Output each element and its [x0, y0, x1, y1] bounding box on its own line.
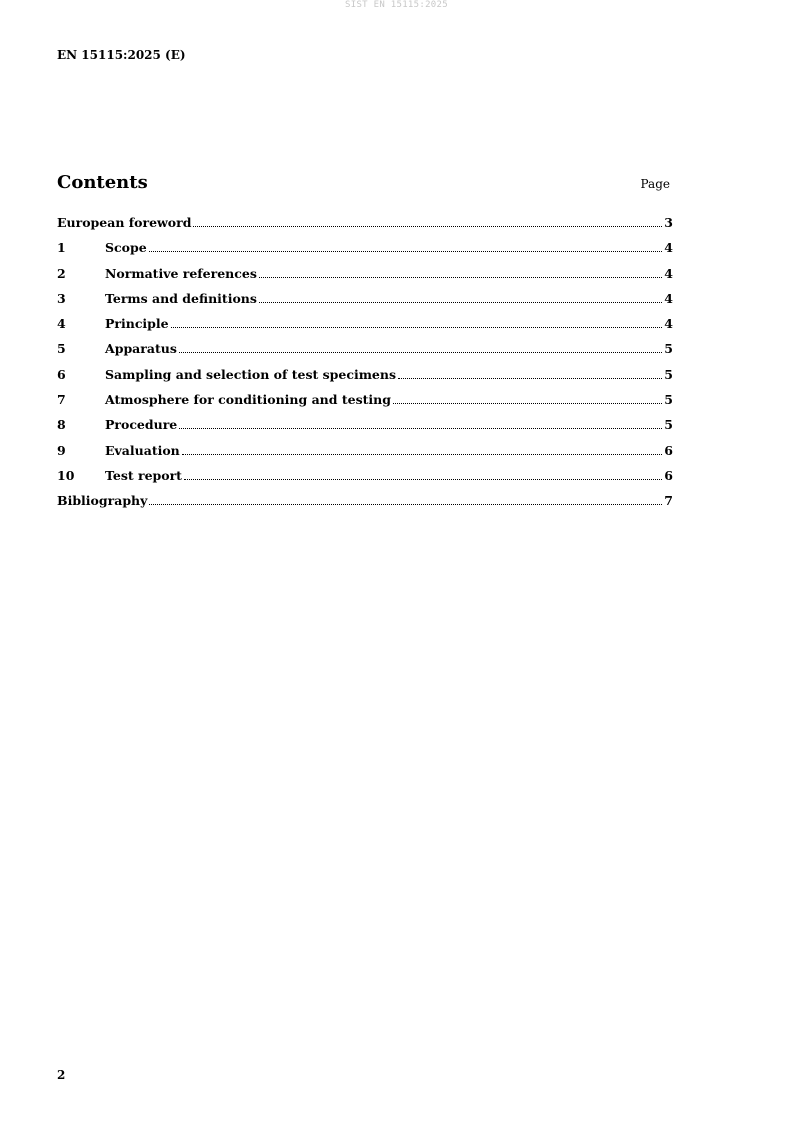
toc-entry-page: 5: [664, 392, 673, 408]
toc-entry[interactable]: [57, 417, 673, 442]
toc-entry[interactable]: [57, 341, 673, 366]
toc-entry-page: 4: [664, 316, 673, 332]
toc-entry[interactable]: [57, 493, 673, 518]
toc-entry-page: 6: [664, 442, 673, 458]
toc-entry[interactable]: [57, 443, 673, 468]
toc-entry[interactable]: [57, 392, 673, 417]
toc-entry[interactable]: [57, 291, 673, 316]
toc-leader-dots: [149, 504, 662, 505]
toc-entry-number: 7: [57, 392, 66, 408]
toc-entry[interactable]: [57, 240, 673, 265]
toc-leader-dots: [393, 403, 662, 404]
toc-entry[interactable]: [57, 468, 673, 493]
toc-entry-text[interactable]: Scope: [105, 240, 147, 256]
toc-entry-number: 2: [57, 265, 66, 281]
table-of-contents: [57, 215, 673, 519]
toc-entry-text[interactable]: Apparatus: [105, 341, 177, 357]
toc-entry-text[interactable]: Test report: [105, 467, 182, 483]
toc-entry-page: 3: [664, 215, 673, 230]
toc-leader-dots: [182, 454, 663, 455]
page-number: 2: [57, 1068, 66, 1082]
toc-entry-number: 9: [57, 442, 66, 458]
toc-entry-number: 8: [57, 417, 66, 433]
toc-entry[interactable]: [57, 215, 673, 240]
toc-entry-text[interactable]: Procedure: [105, 417, 178, 433]
toc-leader-dots: [259, 277, 662, 278]
toc-entry-page: 5: [664, 341, 673, 357]
toc-leader-dots: [193, 226, 662, 227]
toc-entry-text[interactable]: Sampling and selection of test specimens: [105, 366, 397, 382]
page-column-heading: Page: [640, 177, 670, 191]
contents-title: Contents: [57, 172, 148, 193]
toc-entry-number: 6: [57, 366, 66, 382]
toc-entry-page: 5: [664, 417, 673, 433]
toc-entry-page: 6: [664, 467, 673, 483]
toc-entry-text[interactable]: Terms and definitions: [105, 290, 257, 306]
toc-leader-dots: [179, 428, 662, 429]
toc-entry-text[interactable]: Atmosphere for conditioning and testing: [105, 392, 391, 408]
watermark: SIST EN 15115:2025: [345, 0, 448, 10]
toc-entry-number: 4: [57, 316, 66, 332]
toc-leader-dots: [398, 378, 662, 379]
toc-entry[interactable]: [57, 316, 673, 341]
toc-entry-text[interactable]: European foreword: [57, 215, 192, 230]
toc-entry-number: 5: [57, 341, 66, 357]
toc-entry-page: 7: [664, 493, 673, 509]
toc-leader-dots: [259, 302, 662, 303]
toc-entry-text[interactable]: Bibliography: [57, 493, 148, 509]
document-id: EN 15115:2025 (E): [57, 48, 186, 62]
toc-entry-page: 4: [664, 290, 673, 306]
toc-entry-page: 4: [664, 265, 673, 281]
toc-entry-page: 4: [664, 240, 673, 256]
toc-entry-text[interactable]: Principle: [105, 316, 169, 332]
toc-leader-dots: [171, 327, 663, 328]
toc-leader-dots: [179, 352, 662, 353]
toc-leader-dots: [149, 251, 663, 252]
toc-entry-text[interactable]: Evaluation: [105, 442, 180, 458]
toc-entry-page: 5: [664, 366, 673, 382]
toc-entry[interactable]: [57, 266, 673, 291]
toc-leader-dots: [184, 479, 662, 480]
toc-entry-number: 10: [57, 467, 75, 483]
toc-entry-text[interactable]: Normative references: [105, 265, 257, 281]
toc-entry[interactable]: [57, 367, 673, 392]
toc-entry-number: 1: [57, 240, 66, 256]
toc-entry-number: 3: [57, 290, 66, 306]
